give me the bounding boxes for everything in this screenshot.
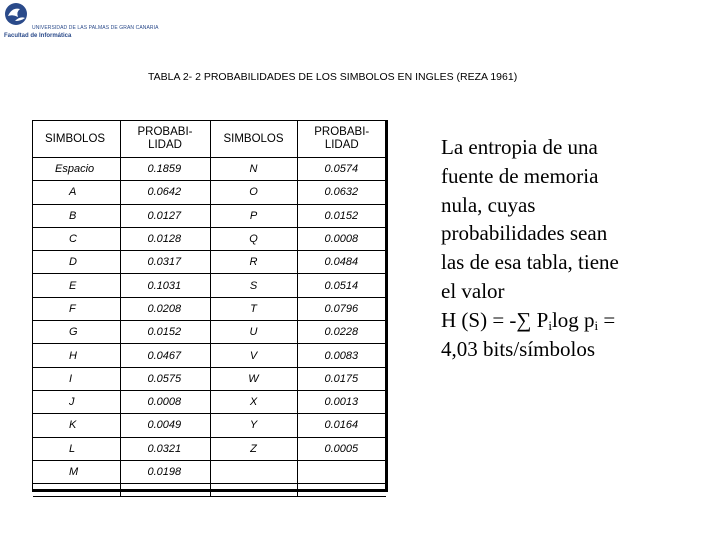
probability-cell: 0.0208 bbox=[120, 297, 210, 320]
probability-cell: 0.0632 bbox=[324, 186, 359, 199]
probability-cell: 0.0228 bbox=[324, 326, 359, 339]
probability-cell: 0.0796 bbox=[324, 302, 359, 315]
university-logo bbox=[2, 2, 159, 40]
probability-cell: 0.0164 bbox=[324, 419, 359, 432]
symbol-cell: Z bbox=[210, 437, 297, 460]
symbol-cell: H bbox=[33, 344, 120, 367]
probability-table-frame bbox=[32, 120, 388, 492]
university-crest-icon bbox=[2, 2, 32, 32]
table-row bbox=[33, 321, 386, 344]
symbol-cell: V bbox=[210, 344, 297, 367]
header-probability-1-text: PROBABI- LIDAD bbox=[137, 126, 193, 151]
header-symbols-1: SIMBOLOS bbox=[33, 121, 120, 158]
explanation-line: las de esa tabla, tiene bbox=[441, 250, 619, 275]
table-body bbox=[33, 158, 386, 497]
symbol-cell: M bbox=[33, 460, 120, 483]
symbol-cell: D bbox=[33, 251, 120, 274]
formula-part: log p bbox=[551, 307, 595, 332]
probability-cell: 0.0317 bbox=[120, 251, 210, 274]
explanation-line: probabilidades sean bbox=[441, 221, 608, 246]
symbol-cell: A bbox=[33, 181, 120, 204]
symbol-cell: P bbox=[210, 204, 297, 227]
probability-cell: 0.0321 bbox=[120, 437, 210, 460]
table-row bbox=[33, 367, 386, 390]
table-title: TABLA 2- 2 PROBABILIDADES DE LOS SIMBOLOS EN INGLES (REZA 1961) bbox=[148, 71, 518, 83]
table-filler-row bbox=[33, 483, 386, 496]
entropy-explanation bbox=[441, 133, 701, 363]
table-row bbox=[33, 181, 386, 204]
probability-cell bbox=[297, 460, 386, 483]
symbol-cell: J bbox=[33, 390, 120, 413]
table-row bbox=[33, 297, 386, 320]
probability-cell: 0.0514 bbox=[324, 279, 359, 292]
table-row bbox=[33, 251, 386, 274]
university-name: UNIVERSIDAD DE LAS PALMAS DE GRAN CANARIA bbox=[32, 25, 159, 31]
explanation-line: nula, cuyas bbox=[441, 192, 536, 217]
table-row bbox=[33, 204, 386, 227]
probability-cell: 0.0005 bbox=[324, 442, 359, 455]
probability-cell: 0.0574 bbox=[324, 163, 359, 176]
table-row bbox=[33, 460, 386, 483]
probability-cell: 0.0467 bbox=[120, 344, 210, 367]
table-row bbox=[33, 227, 386, 250]
entropy-formula bbox=[441, 306, 701, 335]
symbol-cell: Y bbox=[210, 414, 297, 437]
header-probability-2 bbox=[297, 121, 386, 158]
probability-cell: 0.0008 bbox=[120, 390, 210, 413]
probability-cell: 0.0128 bbox=[120, 227, 210, 250]
symbol-cell: R bbox=[210, 251, 297, 274]
probability-cell: 0.0152 bbox=[120, 321, 210, 344]
table-row bbox=[33, 344, 386, 367]
symbol-cell: W bbox=[210, 367, 297, 390]
empty-cell bbox=[33, 483, 120, 496]
symbol-cell: N bbox=[210, 158, 297, 181]
symbol-cell: T bbox=[210, 297, 297, 320]
header-symbols-2: SIMBOLOS bbox=[210, 121, 297, 158]
symbol-cell: O bbox=[210, 181, 297, 204]
probability-table bbox=[33, 121, 386, 497]
empty-cell bbox=[297, 483, 386, 496]
probability-cell: 0.0484 bbox=[324, 256, 359, 269]
probability-cell: 0.0049 bbox=[120, 414, 210, 437]
symbol-cell: S bbox=[210, 274, 297, 297]
entropy-result: 4,03 bits/símbolos bbox=[441, 336, 596, 361]
table-row bbox=[33, 158, 386, 181]
formula-part: = bbox=[598, 307, 616, 332]
table-header-row bbox=[33, 121, 386, 158]
symbol-cell: K bbox=[33, 414, 120, 437]
symbol-cell bbox=[210, 460, 297, 483]
symbol-cell: F bbox=[33, 297, 120, 320]
probability-cell: 0.0013 bbox=[324, 396, 359, 409]
explanation-line: el valor bbox=[441, 278, 505, 303]
symbol-cell: Q bbox=[210, 227, 297, 250]
probability-cell: 0.0575 bbox=[120, 367, 210, 390]
table-row bbox=[33, 390, 386, 413]
empty-cell bbox=[210, 483, 297, 496]
table-row bbox=[33, 414, 386, 437]
symbol-cell: C bbox=[33, 227, 120, 250]
formula-subscript: i bbox=[594, 317, 599, 333]
table-row bbox=[33, 274, 386, 297]
symbol-cell: X bbox=[210, 390, 297, 413]
probability-cell: 0.0083 bbox=[324, 349, 359, 362]
symbol-cell: U bbox=[210, 321, 297, 344]
header-probability-1 bbox=[120, 121, 210, 158]
symbol-cell: E bbox=[33, 274, 120, 297]
formula-part: H (S) = -∑ P bbox=[441, 307, 549, 332]
probability-cell: 0.0127 bbox=[120, 204, 210, 227]
probability-cell: 0.0642 bbox=[120, 181, 210, 204]
explanation-line: La entropia de una bbox=[441, 135, 598, 159]
header-probability-2-text: PROBABI- LIDAD bbox=[314, 126, 370, 151]
faculty-name: Facultad de Informática bbox=[4, 33, 72, 39]
symbol-cell: G bbox=[33, 321, 120, 344]
symbol-cell: I bbox=[33, 367, 120, 390]
symbol-cell: L bbox=[33, 437, 120, 460]
probability-cell: 0.1859 bbox=[120, 158, 210, 181]
probability-cell: 0.1031 bbox=[120, 274, 210, 297]
probability-cell: 0.0008 bbox=[324, 233, 359, 246]
table-row bbox=[33, 437, 386, 460]
formula-subscript: i bbox=[548, 317, 552, 333]
probability-cell: 0.0152 bbox=[324, 209, 359, 222]
probability-cell: 0.0198 bbox=[120, 460, 210, 483]
empty-cell bbox=[120, 483, 210, 496]
symbol-cell: B bbox=[33, 204, 120, 227]
symbol-cell: Espacio bbox=[33, 158, 120, 181]
probability-cell: 0.0175 bbox=[324, 372, 359, 385]
explanation-line: fuente de memoria bbox=[441, 163, 599, 188]
